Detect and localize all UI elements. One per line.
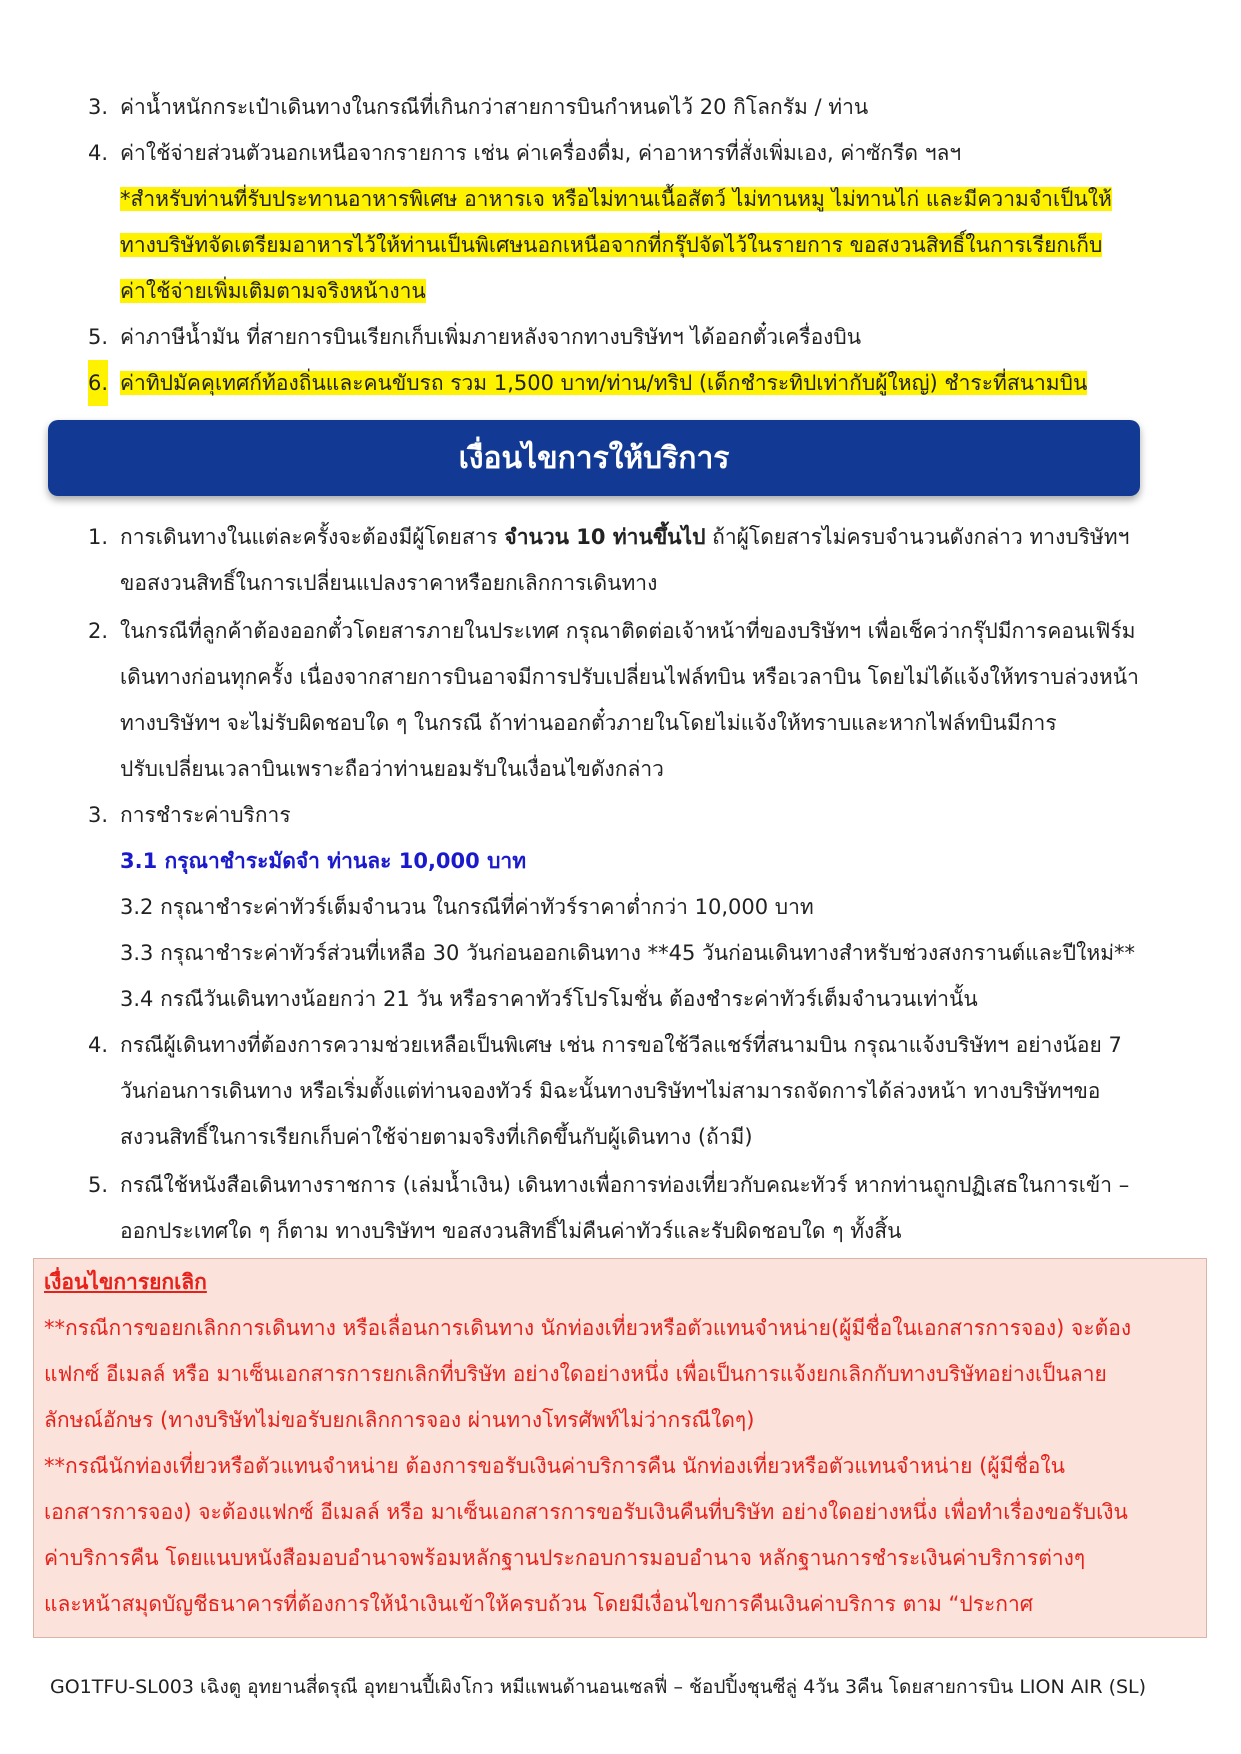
promotion-payment-terms: 3.4 กรณีวันเดินทางน้อยกว่า 21 วัน หรือราคาทัวร์โปรโมชั่น ต้องชำระค่าทัวร์เต็มจำนวนเท่านั้น	[120, 987, 978, 1011]
item-number: 5.	[88, 1173, 109, 1197]
cancellation-text: ค่าบริการคืน โดยแนบหนังสือมอบอำนาจพร้อมหลักฐานประกอบการมอบอำนาจ หลักฐานการชำระเงินค่าบริการต่างๆ	[44, 1546, 1086, 1570]
condition-text: ในกรณีที่ลูกค้าต้องออกตั๋วโดยสารภายในประเทศ กรุณาติดต่อเจ้าหน้าที่ของบริษัทฯ เพื่อเช็คว่ากรุ๊ปมีการคอนเฟิร์ม	[120, 619, 1136, 643]
condition-text-part: การเดินทางในแต่ละครั้งจะต้องมีผู้โดยสาร	[120, 525, 505, 549]
item-number: 4.	[88, 141, 109, 165]
condition-text: ขอสงวนสิทธิ์ในการเปลี่ยนแปลงราคาหรือยกเลิกการเดินทาง	[120, 571, 658, 595]
special-meal-note: *สำหรับท่านที่รับประทานอาหารพิเศษ อาหารเจ หรือไม่ทานเนื้อสัตว์ ไม่ทานหมู ไม่ทานไก่ และมีความจำเป็นให้	[120, 187, 1112, 211]
condition-text: ปรับเปลี่ยนเวลาบินเพราะถือว่าท่านยอมรับในเงื่อนไขดังกล่าว	[120, 757, 664, 781]
condition-text: กรณีผู้เดินทางที่ต้องการความช่วยเหลือเป็นพิเศษ เช่น การขอใช้วีลแชร์ที่สนามบิน กรุณาแจ้งบริษัทฯ อย่างน้อย 7	[120, 1033, 1122, 1057]
item-number: 3.	[88, 95, 109, 119]
tip-note: ค่าทิปมัคคุเทศก์ท้องถิ่นและคนขับรถ รวม 1,500 บาท/ท่าน/ทริป (เด็กชำระทิปเท่ากับผู้ใหญ่) ชำระที่สนามบิน	[120, 371, 1088, 395]
cancellation-text: แฟกซ์ อีเมลล์ หรือ มาเซ็นเอกสารการยกเลิกที่บริษัท อย่างใดอย่างหนึ่ง เพื่อเป็นการแจ้งยกเลิกกับทางบริษัทอย่างเป็นลาย	[44, 1362, 1107, 1386]
condition-text: กรณีใช้หนังสือเดินทางราชการ (เล่มน้ำเงิน) เดินทางเพื่อการท่องเที่ยวกับคณะทัวร์ หากท่านถูกปฏิเสธในการเข้า –	[120, 1173, 1130, 1197]
condition-text: ทางบริษัทฯ จะไม่รับผิดชอบใด ๆ ในกรณี ถ้าท่านออกตั๋วภายในโดยไม่แจ้งให้ทราบและหากไฟล์ทบินมีการ	[120, 711, 1057, 735]
condition-text-part: ถ้าผู้โดยสารไม่ครบจำนวนดังกล่าว ทางบริษัทฯ	[705, 525, 1130, 549]
section-title-banner	[48, 420, 1140, 496]
cancellation-text: **กรณีการขอยกเลิกการเดินทาง หรือเลื่อนการเดินทาง นักท่องเที่ยวหรือตัวแทนจำหน่าย(ผู้มีชื่อในเอกสารการจอง) จะต้อง	[44, 1316, 1132, 1340]
cancellation-text: ลักษณ์อักษร (ทางบริษัทไม่ขอรับยกเลิกการจอง ผ่านทางโทรศัพท์ไม่ว่ากรณีใดๆ)	[44, 1408, 755, 1432]
balance-payment-terms: 3.3 กรุณาชำระค่าทัวร์ส่วนที่เหลือ 30 วันก่อนออกเดินทาง **45 วันก่อนเดินทางสำหรับช่วงสงกรานต์และปีใหม่**	[120, 941, 1136, 965]
deposit-terms: 3.1 กรุณาชำระมัดจำ ท่านละ 10,000 บาท	[120, 849, 527, 873]
item-text: ค่าน้ำหนักกระเป๋าเดินทางในกรณีที่เกินกว่าสายการบินกำหนดไว้ 20 กิโลกรัม / ท่าน	[120, 95, 869, 119]
item-text: ค่าภาษีน้ำมัน ที่สายการบินเรียกเก็บเพิ่มภายหลังจากทางบริษัทฯ ได้ออกตั๋วเครื่องบิน	[120, 325, 862, 349]
item-number: 5.	[88, 325, 109, 349]
condition-text: วันก่อนการเดินทาง หรือเริ่มตั้งแต่ท่านจองทัวร์ มิฉะนั้นทางบริษัทฯไม่สามารถจัดการได้ล่วงหน้า ทางบริษัทฯขอ	[120, 1079, 1101, 1103]
cancellation-title: เงื่อนไขการยกเลิก	[44, 1270, 207, 1294]
item-number: 1.	[88, 525, 109, 549]
item-number: 4.	[88, 1033, 109, 1057]
cancellation-text: เอกสารการจอง) จะต้องแฟกซ์ อีเมลล์ หรือ มาเซ็นเอกสารการขอรับเงินคืนที่บริษัท อย่างใดอย่างหนึ่ง เพื่อทำเรื่องขอรับเงิน	[44, 1500, 1128, 1524]
item-number: 2.	[88, 619, 109, 643]
full-payment-terms: 3.2 กรุณาชำระค่าทัวร์เต็มจำนวน ในกรณีที่ค่าทัวร์ราคาต่ำกว่า 10,000 บาท	[120, 895, 814, 919]
item-number: 6.	[88, 360, 108, 406]
page-footer: GO1TFU-SL003 เฉิงตู อุทยานสี่ดรุณี อุทยานปี้เผิงโกว หมีแพนด้านอนเซลฟี่ – ช้อปปิ้งชุนซีลู่ 4วัน 3คืน โดยสายการบิน LION AIR (SL)	[50, 1676, 1147, 1698]
cancellation-text: และหน้าสมุดบัญชีธนาคารที่ต้องการให้นำเงินเข้าให้ครบถ้วน โดยมีเงื่อนไขการคืนเงินค่าบริการ ตาม “ประกาศ	[44, 1592, 1034, 1616]
min-passengers: จำนวน 10 ท่านขึ้นไป	[504, 525, 706, 549]
condition-text	[120, 514, 1200, 560]
cancellation-text: **กรณีนักท่องเที่ยวหรือตัวแทนจำหน่าย ต้องการขอรับเงินค่าบริการคืน นักท่องเที่ยวหรือตัวแทนจำหน่าย (ผู้มีชื่อใน	[44, 1454, 1065, 1478]
cancellation-box	[33, 1258, 1207, 1638]
section-title: เงื่อนไขการให้บริการ	[458, 440, 730, 476]
condition-title: การชำระค่าบริการ	[120, 803, 291, 827]
condition-text: ออกประเทศใด ๆ ก็ตาม ทางบริษัทฯ ขอสงวนสิทธิ์ไม่คืนค่าทัวร์และรับผิดชอบใด ๆ ทั้งสิ้น	[120, 1219, 902, 1243]
item-text: ค่าใช้จ่ายส่วนตัวนอกเหนือจากรายการ เช่น ค่าเครื่องดื่ม, ค่าอาหารที่สั่งเพิ่มเอง, ค่าซักรีด ฯลฯ	[120, 141, 962, 165]
condition-text: สงวนสิทธิ์ในการเรียกเก็บค่าใช้จ่ายตามจริงที่เกิดขึ้นกับผู้เดินทาง (ถ้ามี)	[120, 1125, 753, 1149]
item-number: 3.	[88, 803, 109, 827]
condition-text: เดินทางก่อนทุกครั้ง เนื่องจากสายการบินอาจมีการปรับเปลี่ยนไฟล์ทบิน หรือเวลาบิน โดยไม่ได้แจ้งให้ทราบล่วงหน้า	[120, 665, 1139, 689]
special-meal-note: ค่าใช้จ่ายเพิ่มเติมตามจริงหน้างาน	[120, 279, 426, 303]
special-meal-note: ทางบริษัทจัดเตรียมอาหารไว้ให้ท่านเป็นพิเศษนอกเหนือจากที่กรุ๊ปจัดไว้ในรายการ ขอสงวนสิทธิ์ในการเรียกเก็บ	[120, 233, 1103, 257]
